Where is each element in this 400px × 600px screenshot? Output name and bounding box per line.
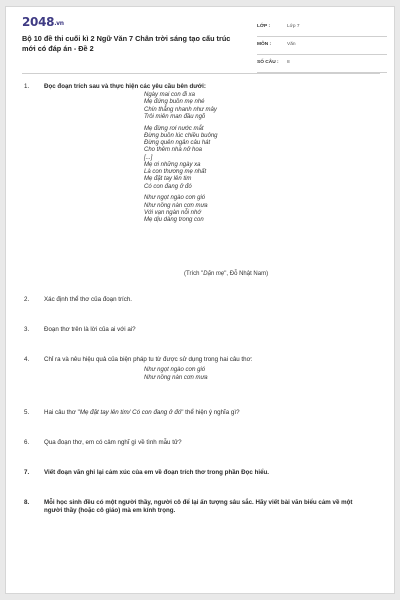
question-number: 2. — [24, 296, 30, 303]
meta-row-subject — [257, 37, 387, 55]
quoted-verse: Mẹ đặt tay lên tim/ Có con đang ở đó — [79, 409, 182, 416]
question-text: Viết đoạn văn ghi lại cảm xúc của em về đoạn trích thơ trong phần Đọc hiểu. — [44, 469, 270, 476]
site-logo[interactable] — [22, 15, 64, 29]
meta-value-class: Lớp 7 — [287, 24, 300, 29]
poem-line: Mẹ đừng rơi nước mắt — [144, 125, 204, 132]
question-number: 3. — [24, 326, 30, 333]
meta-value-subject: Văn — [287, 42, 296, 47]
poem-line: Chín thẳng nhanh như mây — [144, 106, 217, 113]
poem-line: Mẹ đứng buồn mẹ nhé — [144, 99, 205, 106]
meta-row-question-count — [257, 55, 387, 73]
poem-line: Ngày mai con đi xa — [144, 92, 196, 98]
document-title: Bộ 10 đề thi cuối kì 2 Ngữ Văn 7 Chân trời sáng tạo cấu trúc mới có đáp án - Đề 2 — [22, 34, 231, 53]
question-number: 7. — [24, 469, 30, 476]
poem-line: Là con thương mẹ nhất — [144, 169, 207, 176]
poem-line: Đừng quên ngân câu hát — [144, 140, 211, 147]
poem-line: Trôi miên man đầu ngõ — [144, 113, 206, 120]
question-text — [44, 409, 240, 417]
header-divider — [22, 73, 380, 74]
meta-table — [257, 19, 387, 73]
poem-line: Như nồng nàn cơn mưa — [144, 202, 208, 209]
poem-example — [144, 367, 208, 382]
poem-line: Có con đang ở đó — [144, 183, 192, 190]
question-number: 5. — [24, 409, 30, 416]
question-text: Đọc đoạn trích sau và thực hiện các yêu cầu bên dưới: — [44, 83, 206, 90]
poem-line: Như ngọt ngào cơn gió — [144, 195, 206, 202]
question-text: Mỗi học sinh đều có một người thầy, người cô để lại ấn tượng sâu sắc. Hãy viết bài văn biểu cảm về một người thầy (hoặc cô giáo) mà em kính trọng. — [44, 499, 353, 514]
source-suffix: ", Đỗ Nhật Nam) — [224, 271, 269, 277]
question-number: 6. — [24, 439, 30, 446]
meta-row-class — [257, 19, 387, 37]
logo-domain-text: .vn — [54, 20, 64, 27]
poem-line: Cho thêm nhà nở hoa — [144, 147, 202, 154]
logo-main-text: 2048 — [22, 15, 55, 29]
question-number: 4. — [24, 356, 30, 363]
poem-line: Đừng buồn lúc chiều buông — [144, 132, 218, 139]
question-text-start: Hai câu thơ " — [44, 409, 80, 416]
question-text: Chỉ ra và nêu hiệu quả của biện pháp tu từ được sử dụng trong hai câu thơ: — [44, 356, 253, 363]
poem-excerpt — [144, 92, 218, 224]
poem-line: Mẹ dịu dàng trong con — [144, 217, 204, 224]
poem-line: Mẹ ơi những ngày xa — [144, 161, 201, 168]
source-title: Dặn mẹ — [203, 271, 225, 277]
page-header — [6, 7, 394, 73]
meta-label-class: LỚP : — [257, 24, 271, 29]
question-number: 1. — [24, 83, 30, 90]
worksheet-page — [5, 6, 395, 594]
question-text: Xác định thể thơ của đoạn trích. — [44, 296, 132, 303]
example-line: Như nồng nàn cơn mưa — [144, 374, 208, 381]
poem-line: [...] — [144, 154, 153, 161]
poem-line: Mẹ đặt tay lên tim — [144, 176, 192, 183]
question-text: Qua đoạn thơ, em có cảm nghĩ gì về tình mẫu tử? — [44, 439, 182, 446]
poem-source — [184, 271, 268, 277]
meta-label-subject: MÔN : — [257, 42, 272, 47]
meta-value-question-count: 8 — [287, 60, 290, 65]
poem-line: Với vạn ngàn nỗi nhớ — [144, 209, 201, 216]
question-text: Đoạn thơ trên là lời của ai với ai? — [44, 326, 136, 333]
source-prefix: (Trích " — [184, 271, 204, 277]
question-text-end: " thể hiện ý nghĩa gì? — [181, 409, 240, 416]
example-line: Như ngọt ngào cơn gió — [144, 367, 206, 373]
question-number: 8. — [24, 499, 30, 506]
meta-label-question-count: SỐ CÂU : — [257, 60, 279, 65]
